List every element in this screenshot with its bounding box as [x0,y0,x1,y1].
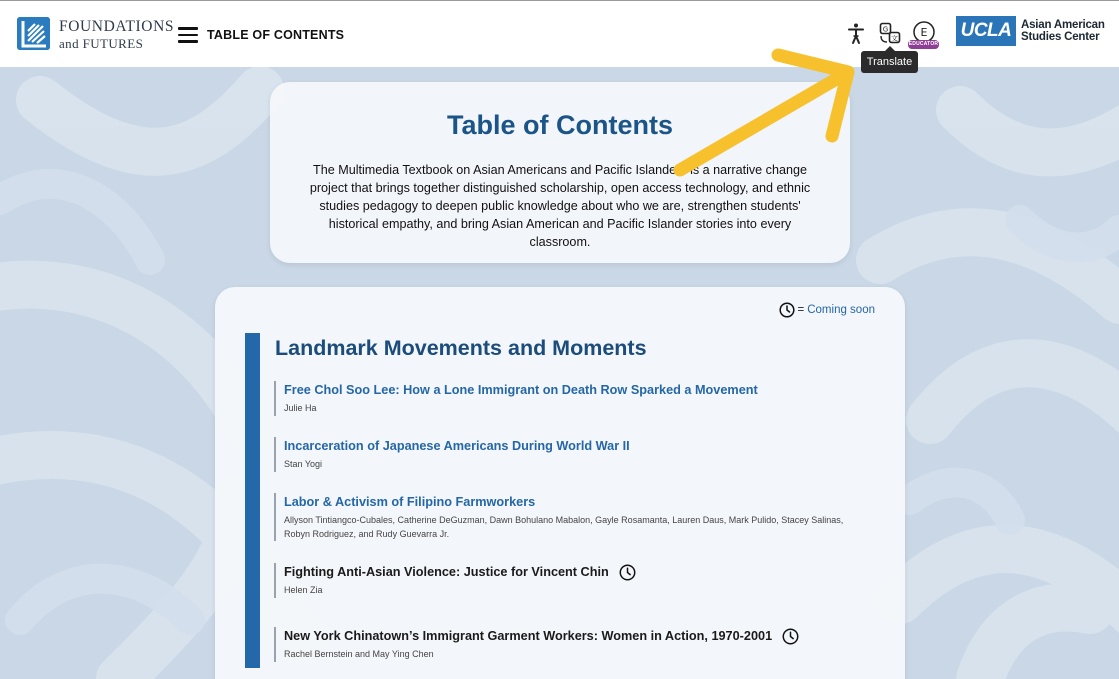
section-title: Landmark Movements and Moments [275,336,647,360]
entry-title-link[interactable]: Free Chol Soo Lee: How a Lone Immigrant on Death Row Sparked a Movement [284,383,758,397]
toc-entry [274,493,864,541]
educator-letter: E [920,26,928,39]
educator-badge: EDUCATOR [908,41,939,47]
center-name-line-1: Asian American [1021,18,1105,31]
toc-entry [274,437,630,472]
section-accent-bar [245,333,260,668]
coming-soon-legend [779,302,875,318]
entry-title-text: Fighting Anti-Asian Violence: Justice for Vincent Chin [284,565,609,579]
logo-line-1: FOUNDATIONS [59,18,175,35]
menu-label: TABLE OF CONTENTS [207,28,345,42]
entry-title-text: New York Chinatown’s Immigrant Garment Workers: Women in Action, 1970-2001 [284,629,773,643]
toc-entry [274,381,758,416]
logo-wordmark [59,18,174,52]
legend-equals: = [797,304,805,316]
intro-paragraph: The Multimedia Textbook on Asian Americans and Pacific Islanders is a narrative change project that brings together distinguished scholarship, open access technology, and ethnic studies pedagogy to deepen public knowledge about who we are, strengthen students' historical empathy, and bring Asian American and Pacific Islander stories into every classroom. [309,163,811,249]
accessibility-icon[interactable] [844,21,868,45]
hamburger-menu-icon [178,27,198,43]
svg-text:文: 文 [891,34,898,43]
site-header [0,0,1119,67]
entry-authors: Julie Ha [284,403,317,413]
entry-title [284,627,799,645]
toc-entry [274,563,636,598]
ucla-aasc-logo[interactable] [956,16,1105,46]
clock-icon [779,302,795,318]
svg-text:G: G [882,25,889,34]
entry-title [284,563,636,581]
entry-authors: Stan Yogi [284,459,323,469]
intro-card [270,82,850,263]
logo-mark-icon [17,17,50,50]
entry-title-link[interactable]: Labor & Activism of Filipino Farmworkers [284,495,536,509]
entry-authors: Rachel Bernstein and May Ying Chen [284,649,434,659]
logo-line-2: and FUTURES [59,36,144,51]
entry-authors: Allyson Tintiangco-Cubales, Catherine DeGuzman, Dawn Bohulano Mabalon, Gayle Rosamanta, Lauren Daus, Mark Pulido, Stacey Salinas, Robyn Rodriguez, and Rudy Guevarra Jr. [284,515,844,539]
site-logo[interactable] [17,17,175,53]
center-name [1021,19,1105,44]
coming-soon-clock-icon [619,564,636,581]
translate-icon[interactable] [878,21,902,45]
translate-tooltip: Translate [861,51,918,73]
toc-card [215,287,905,679]
entry-title-link[interactable]: Incarceration of Japanese Americans During World War II [284,439,630,453]
toc-entry [274,627,799,662]
coming-soon-clock-icon [782,628,799,645]
center-name-line-2: Studies Center [1021,31,1100,43]
legend-label: Coming soon [807,304,875,316]
page-title: Table of Contents [447,110,673,140]
entry-authors: Helen Zia [284,585,323,595]
ucla-wordmark: UCLA [956,16,1016,46]
table-of-contents-menu-button[interactable] [178,25,348,45]
